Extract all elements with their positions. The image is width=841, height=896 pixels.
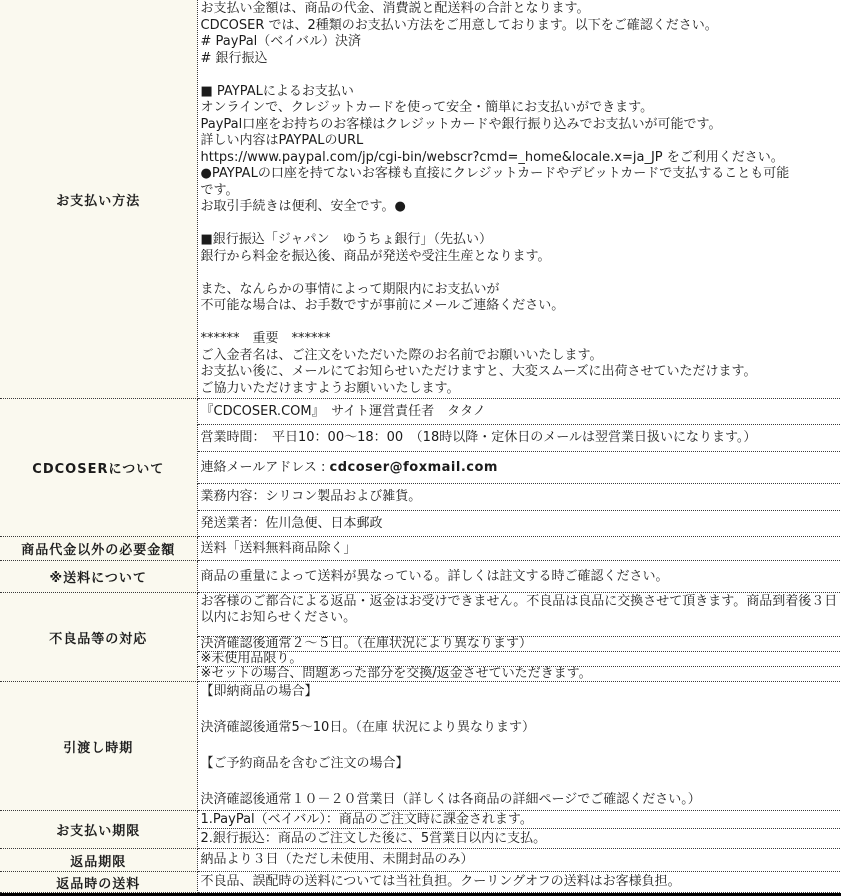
about-hours: 営業時間： 平日10：00～18：00 （18時以降・定休日のメールは翌営業日扱いになります。） (197, 425, 841, 452)
text-line: ■銀行振込「ジャパン ゆうちょ銀行」（先払い） (200, 232, 493, 247)
text-line: 【即納商品の場合】 (200, 684, 318, 699)
text-line: 詳しい内容はPAYPALのURL (200, 133, 364, 148)
row-header-payment-deadline: お支払い期限 (0, 811, 197, 849)
row-header-shipping-note: ※送料について (0, 561, 197, 593)
return-deadline-content: 納品より３日（ただし未使用、未開封品のみ） (197, 849, 841, 872)
text-line: お支払い金額は、商品の代金、消費説と配送料の合計となります。 (200, 1, 590, 16)
row-header-payment-method: お支払い方法 (0, 0, 197, 399)
text-line: 不可能な場合は、お手数ですが事前にメールご連絡ください。 (200, 298, 565, 313)
text-line: 【ご予約商品を含むご注文の場合】 (200, 756, 409, 771)
defect-policy-row: ※セットの場合、問題あった部分を交換/返金させていただきます。 (197, 667, 841, 682)
about-company: 『CDCOSER.COM』 サイト運営責任者 タタノ (197, 399, 841, 425)
text-line: です。 (200, 182, 239, 198)
payment-deadline-row: 2.銀行振込：商品のご注文した後に、5営業日以内に支払。 (197, 829, 841, 849)
text-line: # 銀行振込 (200, 50, 268, 66)
payment-method-content (197, 0, 841, 399)
text-line: オンラインで、クレジットカードを使って安全・簡単にお支払いができます。 (200, 100, 654, 115)
shipping-note-content: 商品の重量によって送料が異なっている。詳しくは註文する時ご確認ください。 (197, 561, 841, 593)
payment-deadline-row: 1.PayPal（ベイバル）：商品のご注文時に課金されます。 (197, 811, 841, 829)
about-email-row (197, 452, 841, 484)
return-shipping-content: 不良品、誤配時の送料については当社負担。クーリングオフの送料はお客様負担。 (197, 872, 841, 893)
text-line (201, 315, 839, 332)
text-line: 決済確認後通常１０－２０営業日（詳しくは各商品の詳細ページでご確認ください。） (200, 792, 701, 807)
text-line: ご協力いただけますようお願いいたします。 (200, 380, 460, 396)
row-header-extra-fee: 商品代金以外の必要金額 (0, 537, 197, 561)
row-header-delivery-time: 引渡し時期 (0, 682, 197, 811)
text-line: CDCOSER では、2種類のお支払い方法をご用意しております。以下をご確認ください。 (200, 17, 718, 33)
row-header-return-shipping: 返品時の送料 (0, 872, 197, 893)
about-business: 業務内容：シリコン製品および雑貨。 (197, 484, 841, 511)
text-line (201, 701, 839, 719)
about-shipper: 発送業者：佐川急便、日本郵政 (197, 511, 841, 537)
text-line (201, 265, 839, 282)
row-header-about: CDCOSERについて (0, 399, 197, 537)
text-line: また、なんらかの事情によって期限内にお支払いが (200, 281, 500, 297)
defect-policy-row: お客様のご都合による返品・返金はお受けできません。不良品は良品に交換させて頂きます。商品到着後３日以内にお知らせください。 (197, 593, 841, 637)
text-line: お取引手続きは便利、安全です。● (200, 199, 406, 214)
text-line: お支払い後に、メールにてお知らせいただけますと、大変スムーズに出荷させていただけます。 (200, 364, 757, 379)
text-line (201, 216, 839, 233)
email-value: cdcoser@foxmail.com (329, 459, 498, 475)
row-header-defect-policy: 不良品等の対応 (0, 593, 197, 682)
delivery-time-content (197, 682, 841, 811)
text-line (201, 67, 839, 84)
text-line (201, 737, 839, 755)
text-line: 銀行から料金を振込後、商品が発送や受注生産となります。 (200, 248, 551, 264)
text-line: # PayPal（ベイバル）決済 (200, 34, 362, 49)
text-line: ■ PAYPALによるお支払い (200, 83, 354, 99)
extra-fee-content: 送料「送料無料商品除く」 (197, 537, 841, 561)
defect-policy-row: ※未使用品限り。 (197, 652, 841, 667)
text-line: PayPal口座をお持ちのお客様はクレジットカードや銀行振り込みでお支払いが可能です。 (200, 116, 722, 132)
defect-policy-row: 決済確認後通常２～５日。（在庫状況により異なります） (197, 637, 841, 652)
text-line: https://www.paypal.com/jp/cgi-bin/webscr?cmd=_home&locale.x=ja_JP をご利用ください。 (200, 149, 784, 165)
text-line: ご入金者名は、ご注文をいただいた際のお名前でお願いいたします。 (200, 347, 603, 363)
text-line: ****** 重要 ****** (200, 331, 331, 346)
email-label: 連絡メールアドレス : (200, 459, 326, 475)
text-line (201, 773, 839, 791)
text-line: 決済確認後通常5～10日。（在庫 状況により異なります） (200, 720, 535, 735)
text-line: ●PAYPALの口座を持てないお客様も直接にクレジットカードやデビットカードで支払することも可能 (200, 166, 790, 181)
row-header-return-deadline: 返品期限 (0, 849, 197, 872)
